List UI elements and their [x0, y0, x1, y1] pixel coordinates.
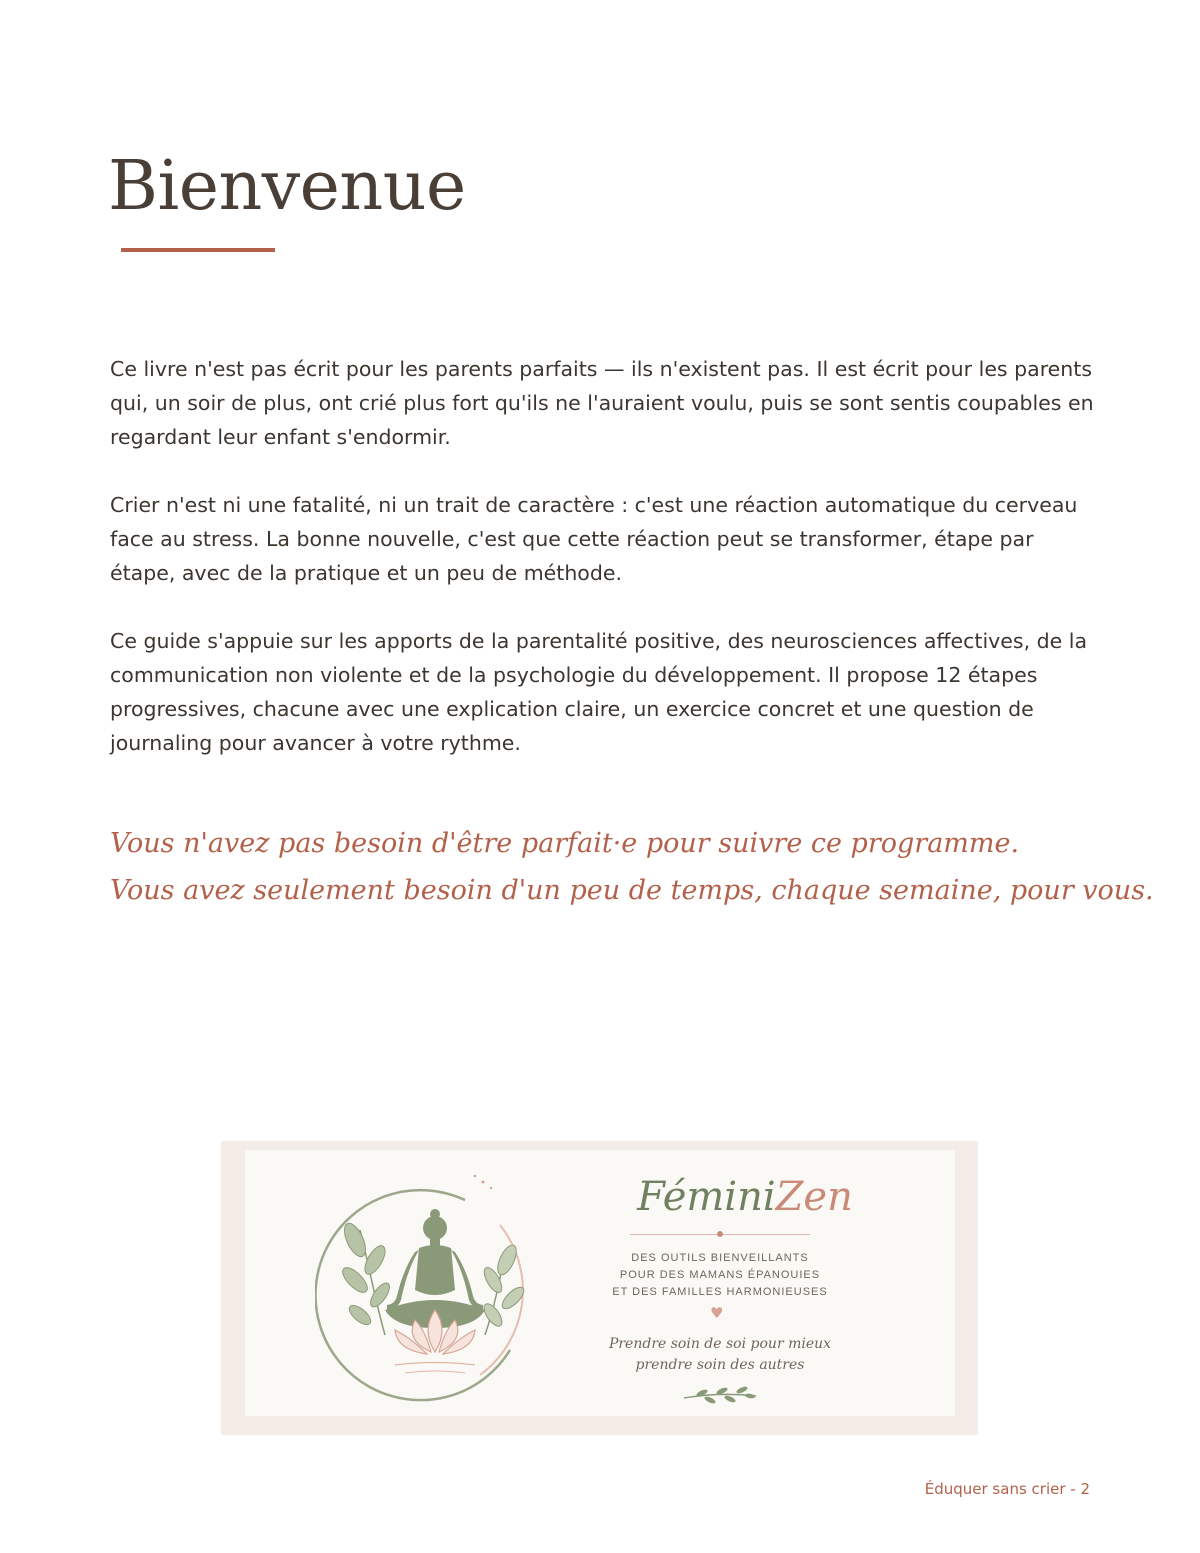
tagline-line-1: DES OUTILS BIENVEILLANTS — [631, 1252, 809, 1264]
intro-paragraph-3: Ce guide s'appuie sur les apports de la parentalité positive, des neurosciences affectives, de la communication non violente et de la psychologie du développement. Il propose 12 étapes progressives, chacune avec une explication claire, un exercice concret et une question de journaling pour avancer à votre rythme. — [110, 629, 1088, 755]
tagline-line-2: POUR DES MAMANS ÉPANOUIES — [619, 1269, 821, 1281]
brand-part-2: Zen — [775, 1174, 853, 1220]
heart-icon: ♥ — [710, 1304, 724, 1322]
quote-line-2: Vous avez seulement besoin d'un peu de temps, chaque semaine, pour vous. — [110, 875, 1154, 906]
brand-tagline — [580, 1250, 860, 1301]
banner-card — [245, 1150, 955, 1416]
page-title: Bienvenue — [108, 147, 466, 226]
motto-line-1: Prendre soin de soi pour mieux — [608, 1336, 832, 1352]
intro-paragraph-1: Ce livre n'est pas écrit pour les parents parfaits — ils n'existent pas. Il est écrit pour les parents qui, un soir de plus, ont crié plus fort qu'ils ne l'auraient voulu, puis se sont sentis coupables en regardant leur enfant s'endormir. — [110, 357, 1094, 449]
brand-part-1: Fémini — [637, 1174, 776, 1220]
intro-paragraph-2: Crier n'est ni une fatalité, ni un trait de caractère : c'est une réaction automatique du cerveau face au stress. La bonne nouvelle, c'est que cette réaction peut se transformer, étape par étape, avec de la pratique et un peu de méthode. — [110, 493, 1078, 585]
page-footer: Éduquer sans crier - 2 — [924, 1480, 1090, 1498]
brand-logo — [595, 1172, 895, 1222]
right-leaf-branch-icon — [481, 1243, 528, 1335]
brand-motto — [580, 1334, 860, 1376]
meditation-figure-icon — [315, 1160, 555, 1410]
left-leaf-branch-icon — [339, 1220, 393, 1335]
leaf-branch-icon — [680, 1384, 760, 1406]
title-underline — [121, 248, 275, 252]
quote-line-1: Vous n'avez pas besoin d'être parfait·e pour suivre ce programme. — [110, 828, 1020, 859]
brand-divider-dot — [717, 1231, 723, 1237]
highlight-quote — [110, 820, 1154, 914]
intro-text — [110, 352, 1100, 794]
feminizen-banner — [221, 1141, 978, 1435]
tagline-line-3: ET DES FAMILLES HARMONIEUSES — [612, 1286, 828, 1298]
motto-line-2: prendre soin des autres — [635, 1357, 805, 1373]
